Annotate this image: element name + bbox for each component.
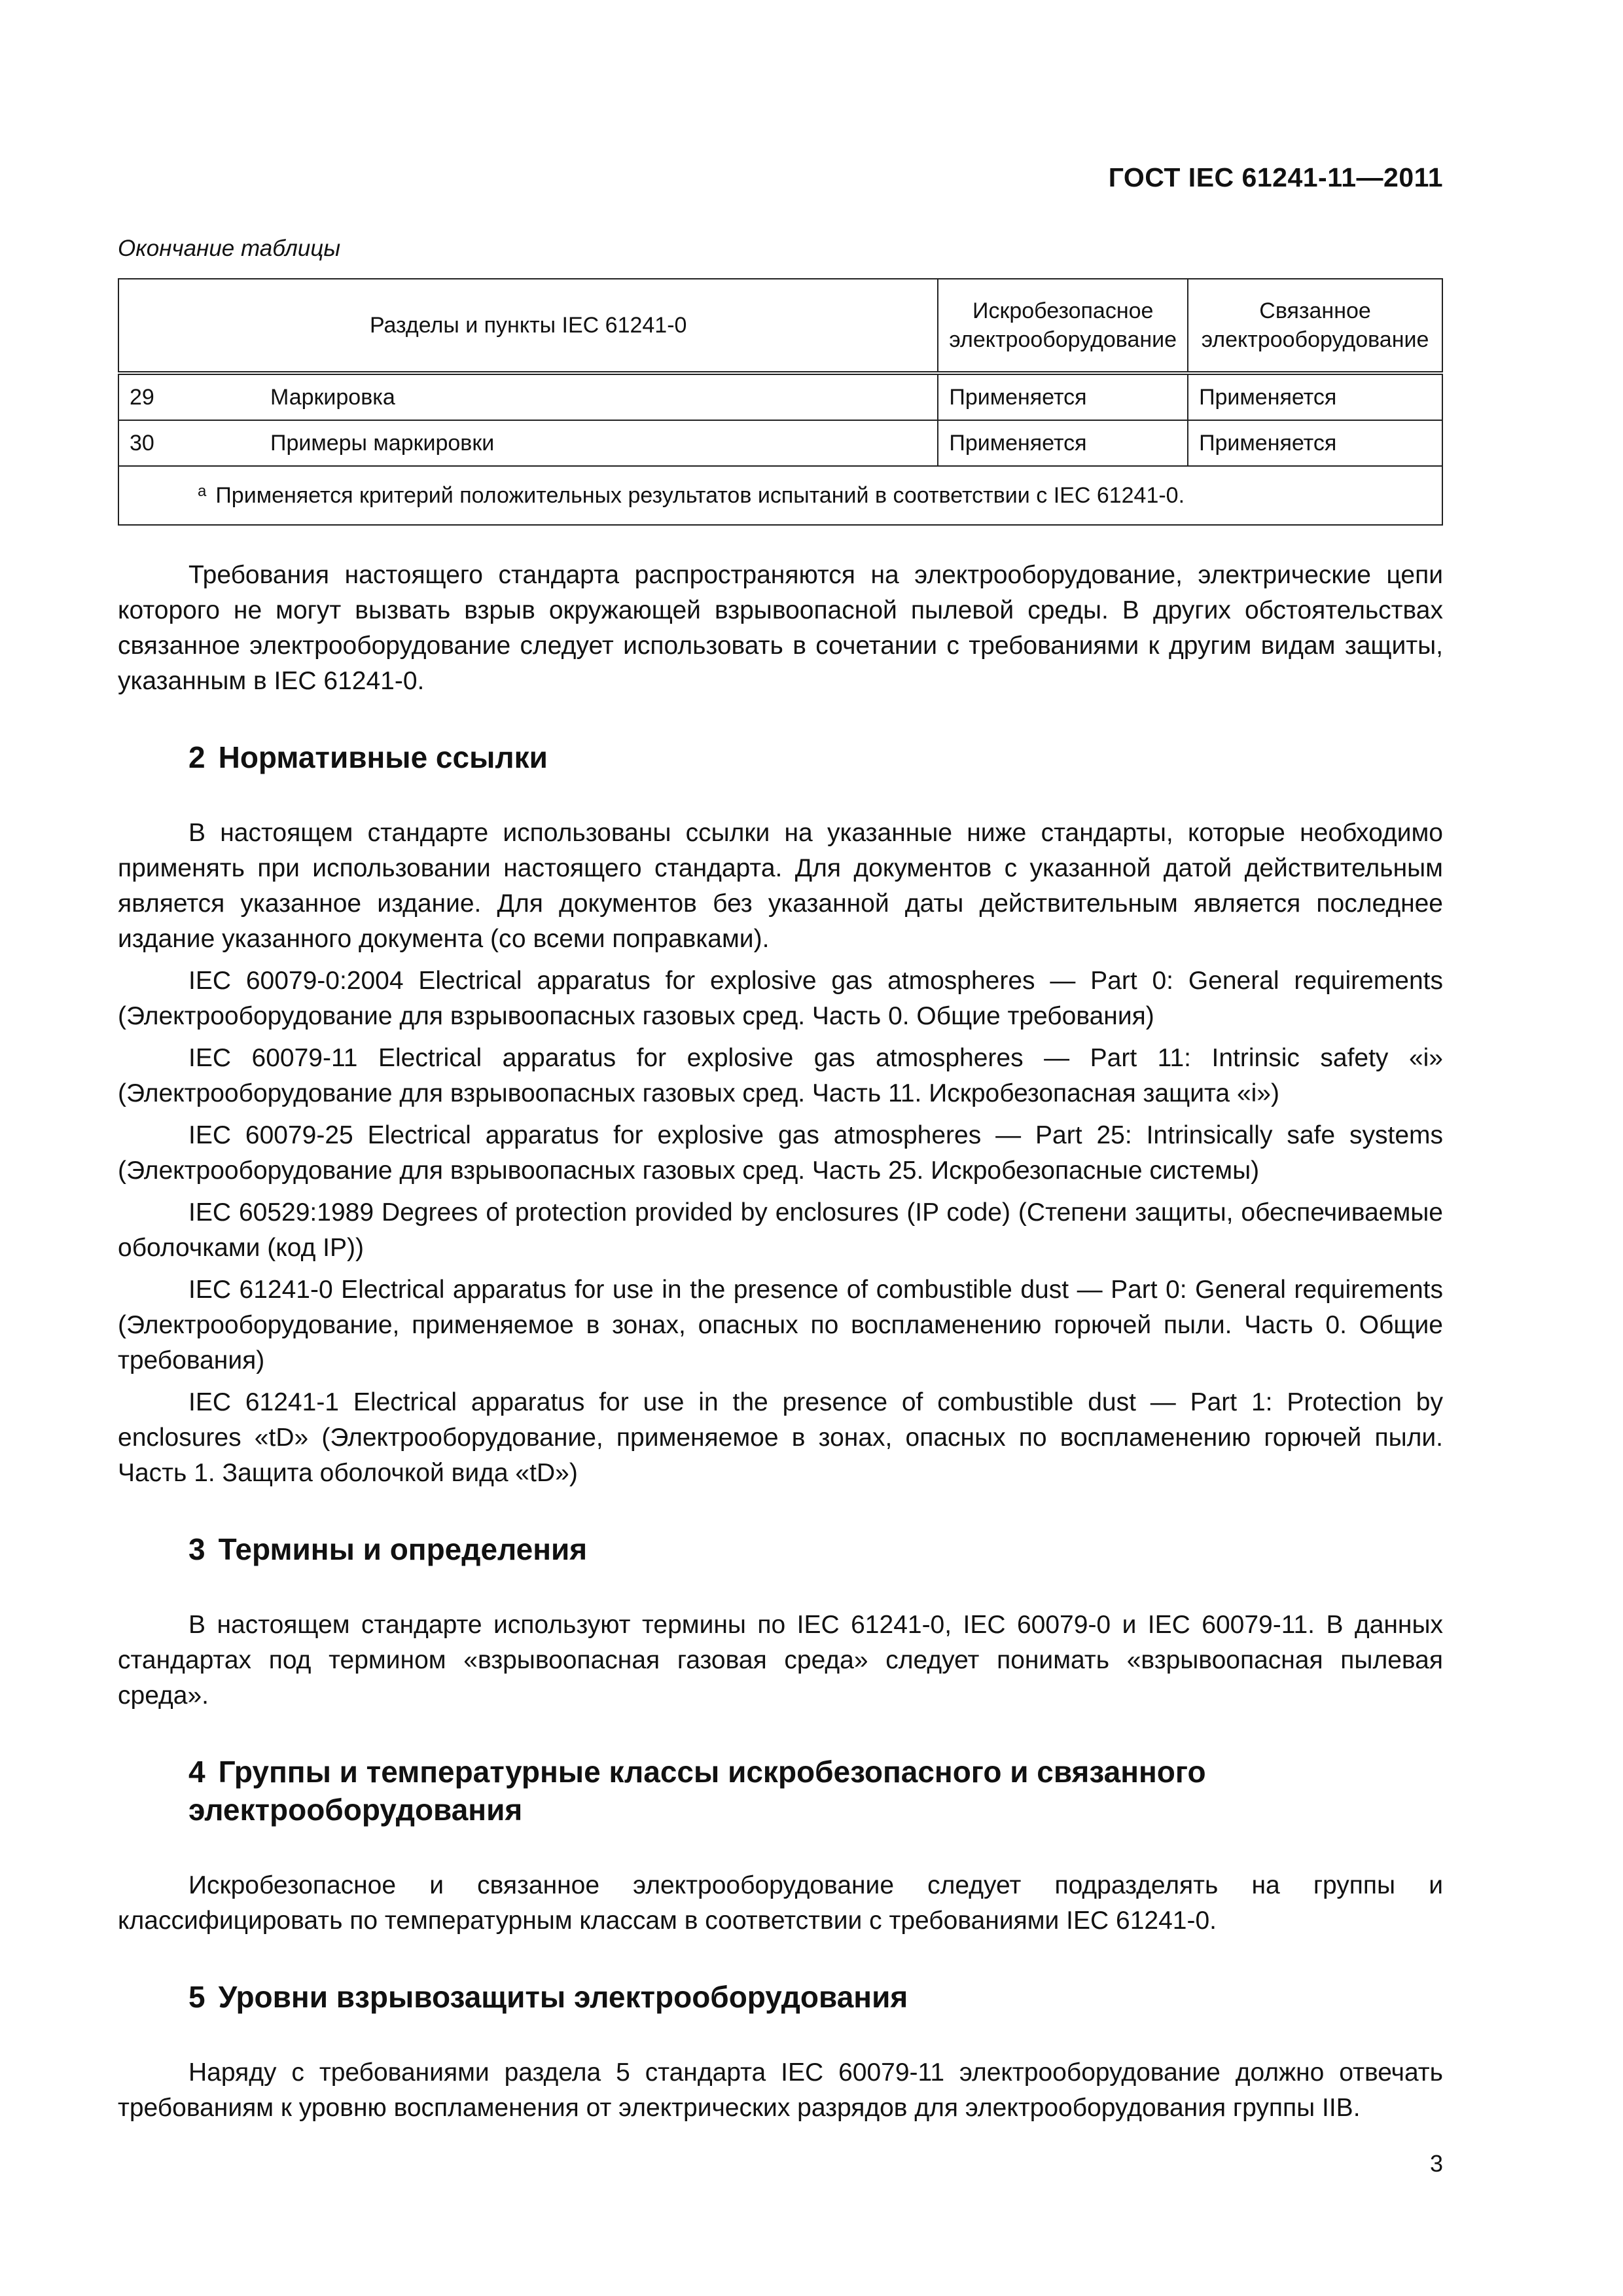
normative-reference: IEC 60529:1989 Degrees of protection provided by enclosures (IP code) (Степени защиты, обеспечиваемые оболочками (код IP)) bbox=[118, 1198, 1443, 1262]
page-number: 3 bbox=[1429, 2150, 1443, 2177]
section-3-heading bbox=[118, 1530, 1443, 1568]
header-associated: Связанное электрооборудование bbox=[1188, 279, 1442, 373]
row-title: Маркировка bbox=[270, 384, 395, 410]
row-value-a: Применяется bbox=[938, 420, 1188, 466]
table-continuation-caption: Окончание таблицы bbox=[118, 236, 341, 261]
table-footnote-row bbox=[118, 466, 1442, 525]
row-section bbox=[118, 420, 938, 466]
normative-reference: IEC 60079-0:2004 Electrical apparatus for explosive gas atmospheres — Part 0: General requirements (Электрооборудование для взрывоопасных газовых сред. Часть 0. Общие требования) bbox=[118, 967, 1443, 1030]
section-title: Термины и определения bbox=[218, 1532, 588, 1566]
section-title: Нормативные ссылки bbox=[218, 740, 548, 774]
section-number: 4 bbox=[188, 1755, 205, 1789]
requirements-table bbox=[118, 278, 1443, 526]
normative-reference: IEC 61241-0 Electrical apparatus for use in the presence of combustible dust — Part 0: General requirements (Электрооборудование, применяемое в зонах, опасных по воспламенению горючей пыли. Часть 0. Общие требования) bbox=[118, 1276, 1443, 1374]
section-4-text: Искробезопасное и связанное электрооборудование следует подразделять на группы и классифицировать по температурным классам в соответствии с требованиями IEC 61241-0. bbox=[118, 1871, 1443, 1935]
row-value-a: Применяется bbox=[938, 373, 1188, 420]
header-intrinsically-safe: Искробезопасное электрооборудование bbox=[938, 279, 1188, 373]
section-3-text: В настоящем стандарте используют термины по IEC 61241-0, IEC 60079-0 и IEC 60079-11. В данных стандартах под термином «взрывоопасная газовая среда» следует понимать «взрывоопасная пылевая среда». bbox=[118, 1611, 1443, 1710]
row-title: Примеры маркировки bbox=[270, 430, 495, 456]
row-number: 29 bbox=[130, 384, 154, 410]
section-5-text: Наряду с требованиями раздела 5 стандарта IEC 60079-11 электрооборудование должно отвечать требованиям к уровню воспламенения от электрических разрядов для электрооборудования группы IIB. bbox=[118, 2058, 1443, 2122]
section-title: Уровни взрывозащиты электрооборудования bbox=[218, 1980, 908, 2014]
section-title: Группы и температурные классы искробезопасного и связанного электрооборудования bbox=[188, 1755, 1206, 1827]
section-number: 3 bbox=[188, 1532, 205, 1566]
normative-reference: IEC 61241-1 Electrical apparatus for use in the presence of combustible dust — Part 1: Protection by enclosures «tD» (Электрооборудование, применяемое в зонах, опасных по воспламенению горючей пыли. Часть 1. Защита оболочкой вида «tD») bbox=[118, 1388, 1443, 1487]
row-value-b: Применяется bbox=[1188, 420, 1442, 466]
table-row bbox=[118, 373, 1442, 420]
section-4-heading bbox=[118, 1753, 1443, 1829]
body-text bbox=[118, 558, 1443, 2126]
normative-reference: IEC 60079-25 Electrical apparatus for explosive gas atmospheres — Part 25: Intrinsically safe systems (Электрооборудование для взрывоопасных газовых сред. Часть 25. Искробезопасные системы) bbox=[118, 1121, 1443, 1185]
footnote-text: Применяется критерий положительных результатов испытаний в соответствии с IEC 61241-0. bbox=[215, 483, 1185, 508]
footnote-mark: a bbox=[198, 482, 207, 500]
intro-paragraph: Требования настоящего стандарта распространяются на электрооборудование, электрические цепи которого не могут вызвать взрыв окружающей взрывоопасной пылевой среды. В других обстоятельствах связанное электрооборудование следует использовать в сочетании с требованиями к другим видам защиты, указанным в IEC 61241-0. bbox=[118, 561, 1443, 695]
section-number: 5 bbox=[188, 1980, 205, 2014]
section-5-heading bbox=[118, 1978, 1443, 2016]
header-sections: Разделы и пункты IEC 61241-0 bbox=[118, 279, 938, 373]
table-row bbox=[118, 420, 1442, 466]
row-section bbox=[118, 373, 938, 420]
table-footnote bbox=[118, 466, 1442, 525]
row-value-b: Применяется bbox=[1188, 373, 1442, 420]
document-page bbox=[118, 0, 1443, 2296]
section-2-intro: В настоящем стандарте использованы ссылки на указанные ниже стандарты, которые необходимо применять при использовании настоящего стандарта. Для документов с указанной датой действительным является указанное издание. Для документов без указанной даты действительным является последнее издание указанного документа (со всеми поправками). bbox=[118, 819, 1443, 953]
row-number: 30 bbox=[130, 430, 154, 456]
standard-designation: ГОСТ IEC 61241-11—2011 bbox=[1108, 162, 1443, 192]
table-header-row bbox=[118, 279, 1442, 373]
section-number: 2 bbox=[188, 740, 205, 774]
section-2-heading bbox=[118, 738, 1443, 776]
normative-reference: IEC 60079-11 Electrical apparatus for explosive gas atmospheres — Part 11: Intrinsic safety «i» (Электрооборудование для взрывоопасных газовых сред. Часть 11. Искробезопасная защита «i») bbox=[118, 1044, 1443, 1107]
